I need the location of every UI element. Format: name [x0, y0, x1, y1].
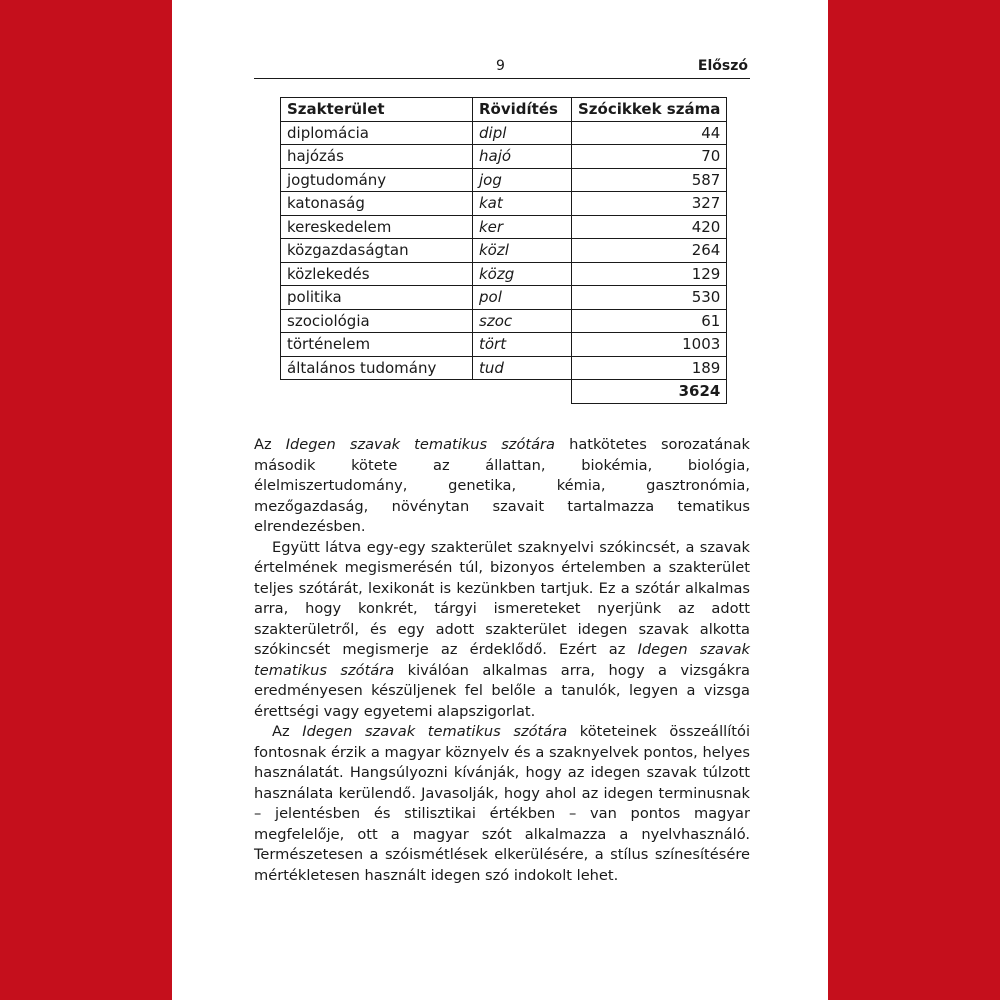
abbr-cell: jog — [473, 168, 572, 192]
count-cell: 327 — [572, 192, 727, 216]
abbr-cell: tud — [473, 356, 572, 380]
count-cell: 44 — [572, 121, 727, 145]
paragraph-1 — [254, 435, 750, 538]
table-row — [281, 333, 727, 357]
book-page — [172, 0, 828, 1000]
count-cell: 61 — [572, 309, 727, 333]
abbr-cell: közg — [473, 262, 572, 286]
text-run: köteteinek összeállítói fontosnak érzik a magyar köznyelv és a szaknyelvek pontos, helyes használatát. Hangsúlyozni kívánják, hogy az idegen szavak túlzott használata kerülendő. Javasolják, hogy ahol az idegen terminusnak – jelentésben és stilisztikai értékben – van pontos magyar megfelelője, ott a magyar szót alkalmazza a nyelvhasználó. Természetesen a szóismétlések elkerülésére, a stílus színesítésére mértékletesen használt idegen szó indokolt lehet. — [254, 723, 750, 884]
abbr-cell: szoc — [473, 309, 572, 333]
book-title-italic: Idegen szavak tematikus szótára — [285, 436, 555, 453]
count-cell: 264 — [572, 239, 727, 263]
column-header-count: Szócikkek száma — [572, 98, 727, 122]
paragraph-2 — [254, 538, 750, 723]
blank-cell — [473, 380, 572, 404]
field-table — [280, 97, 727, 404]
table-row — [281, 145, 727, 169]
paragraph-3 — [254, 722, 750, 886]
table-row — [281, 215, 727, 239]
count-cell: 129 — [572, 262, 727, 286]
abbr-cell: ker — [473, 215, 572, 239]
table-header-row — [281, 98, 727, 122]
text-run: kiválóan alkalmas arra, hogy a vizsgákra eredményesen készüljenek fel belőle a tanulók, legyen a vizsga érettségi vagy egyetemi alapszigorlat. — [254, 661, 750, 720]
field-cell: közgazdaságtan — [281, 239, 473, 263]
field-cell: politika — [281, 286, 473, 310]
book-title-italic: Idegen szavak tematikus szótára — [302, 723, 568, 740]
table-row — [281, 121, 727, 145]
table-row — [281, 239, 727, 263]
field-cell: szociológia — [281, 309, 473, 333]
field-cell: diplomácia — [281, 121, 473, 145]
text-run: hatkötetes sorozatának második kötete az állattan, biokémia, biológia, élelmiszertudomány, genetika, kémia, gasztronómia, mezőgazdaság, növénytan szavait tartalmazza tematikus elrendezésben. — [254, 436, 750, 535]
count-cell: 587 — [572, 168, 727, 192]
abbr-cell: pol — [473, 286, 572, 310]
column-header-field: Szakterület — [281, 98, 473, 122]
count-cell: 70 — [572, 145, 727, 169]
abbr-cell: közl — [473, 239, 572, 263]
text-run: Az — [272, 723, 303, 740]
abbr-cell: tört — [473, 333, 572, 357]
count-cell: 1003 — [572, 333, 727, 357]
field-cell: jogtudomány — [281, 168, 473, 192]
field-cell: hajózás — [281, 145, 473, 169]
table-row — [281, 286, 727, 310]
field-cell: történelem — [281, 333, 473, 357]
table-row — [281, 262, 727, 286]
abbr-cell: kat — [473, 192, 572, 216]
field-cell: kereskedelem — [281, 215, 473, 239]
book-title-italic: Idegen szavak tematikus szótára — [254, 641, 750, 679]
table-total-row — [281, 380, 727, 404]
field-cell: katonaság — [281, 192, 473, 216]
table-row — [281, 356, 727, 380]
text-run: Az — [254, 436, 286, 453]
body-text — [254, 435, 750, 886]
total-count-cell: 3624 — [572, 380, 727, 404]
table-row — [281, 192, 727, 216]
text-run: Együtt látva egy-egy szakterület szaknyelvi szókincsét, a szavak értelmének megismerésén túl, bizonyos értelemben a szakterület teljes szótárát, lexikonát is kezünkben tartjuk. Ez a szótár alkalmas arra, hogy konkrét, tárgyi ismereteket nyerjünk az adott szakterületről, és egy adott szakterület idegen szavak alkotta szókincsét megismerje az érdeklődő. Ezért az — [254, 538, 750, 658]
blank-cell — [281, 380, 473, 404]
table-row — [281, 168, 727, 192]
count-cell: 530 — [572, 286, 727, 310]
column-header-abbr: Rövidítés — [473, 98, 572, 122]
count-cell: 189 — [572, 356, 727, 380]
table-row — [281, 309, 727, 333]
abbr-cell: dipl — [473, 121, 572, 145]
page-header — [254, 58, 750, 79]
page-number: 9 — [496, 58, 505, 74]
field-cell: közlekedés — [281, 262, 473, 286]
running-title: Előszó — [697, 58, 748, 74]
count-cell: 420 — [572, 215, 727, 239]
abbr-cell: hajó — [473, 145, 572, 169]
field-cell: általános tudomány — [281, 356, 473, 380]
